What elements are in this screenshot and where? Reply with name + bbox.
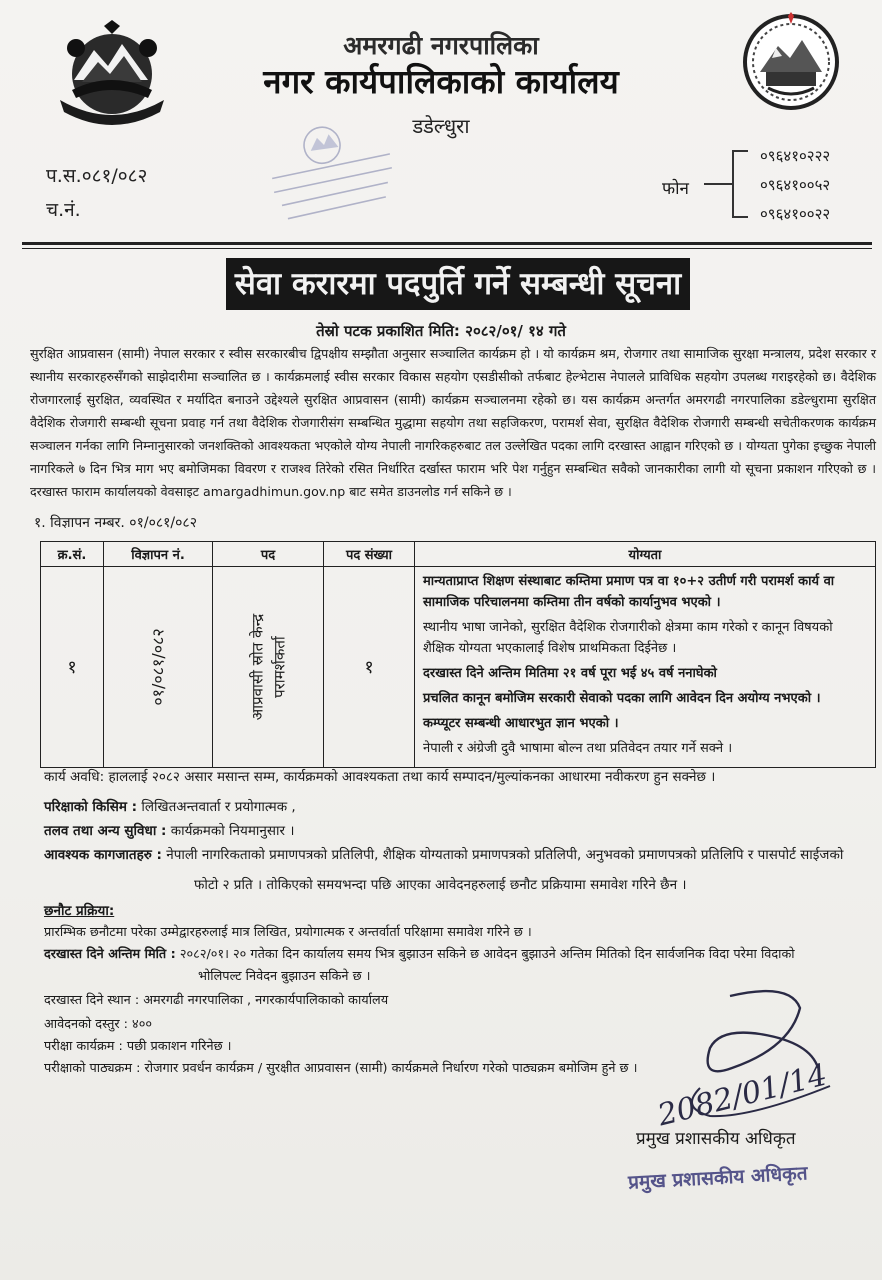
exam-program: परीक्षा कार्यक्रम : पछी प्रकाशन गरिनेछ । bbox=[44, 1039, 232, 1054]
header-rule-thin bbox=[22, 248, 872, 249]
phone-bracket bbox=[732, 150, 748, 218]
designation-stamp: प्रमुख प्रशासकीय अधिकृत bbox=[627, 1162, 809, 1194]
documents-line bbox=[44, 844, 878, 866]
municipality-name: अमरगढी नगरपालिका bbox=[343, 31, 539, 60]
col-count: पद संख्या bbox=[324, 542, 415, 567]
table-header-row bbox=[41, 542, 876, 567]
row-advert-no: ०१/०८१/०८२ bbox=[149, 628, 168, 706]
phone-number: ०९६४१०२२२ bbox=[760, 147, 831, 165]
phone-label: फोन bbox=[662, 179, 689, 199]
documents-continued: फोटो २ प्रति । तोकिएको समयभन्दा पछि आएका आवेदनहरुलाई छनौट प्रक्रियामा समावेश गरिने छैन । bbox=[194, 877, 687, 893]
dispatch-number: च.नं. bbox=[46, 199, 81, 221]
exam-type-line bbox=[44, 796, 296, 818]
table-row bbox=[41, 567, 876, 768]
reference-year: प.स.०८१/०८२ bbox=[46, 165, 148, 187]
advert-heading: १. विज्ञापन नम्बर. ०१/०८१/०८२ bbox=[34, 515, 197, 531]
phone-number: ०९६४१००५२ bbox=[760, 176, 831, 194]
col-qualification: योग्यता bbox=[415, 542, 876, 567]
header-rule bbox=[22, 242, 872, 245]
phone-number: ०९६४१००२२ bbox=[760, 205, 831, 223]
phone-connector bbox=[704, 183, 732, 185]
office-name: नगर कार्यपालिकाको कार्यालय bbox=[263, 62, 619, 101]
application-fee: आवेदनको दस्तुर : ४०० bbox=[44, 1017, 153, 1032]
col-serial: क्र.सं. bbox=[41, 542, 104, 567]
work-duration: कार्य अवधि: हाललाई २०८२ असार मसान्त सम्म, कार्यक्रमको आवश्यकता तथा कार्य सम्पादन/मुल्यांकनका आधारमा नवीकरण हुन सक्नेछ । bbox=[44, 769, 716, 785]
phone-list bbox=[748, 142, 830, 229]
documents-value: नेपाली नागरिकताको प्रमाणपत्रको प्रतिलिपी, शैक्षिक योग्यताको प्रमाणपत्रको प्रतिलिपी, अनुभवको प्रमाणपत्रको प्रतिलिपि र पासपोर्ट साईजको bbox=[166, 847, 844, 863]
deadline-value: २०८२/०१। २० गतेका दिन कार्यालय समय भित्र बुझाउन सकिने छ आवेदन बुझाउने अन्तिम मितिको दिन सार्वजनिक विदा परेमा विदाको bbox=[179, 947, 795, 962]
signatory-title: प्रमुख प्रशासकीय अधिकृत bbox=[636, 1129, 796, 1149]
intro-paragraph: सुरक्षित आप्रवासन (सामी) नेपाल सरकार र स्वीस सरकारबीच द्विपक्षीय सम्झौता अनुसार सञ्चालित कार्यक्रम हो । यो कार्यक्रम श्रम, रोजगार तथा सामाजिक सुरक्षा मन्त्रालय, प्रदेश सरकार र स्थानीय सरकारहरुसँगको साझेदारीमा सञ्चालित छ । कार्यक्रमलाई स्वीस सरकार विकास सहयोग एसडीसीको तर्फबाट हेल्भेटास नेपालले प्राविधिक सहयोग उपलब्ध गराइरहेको छ। वैदेशिक रोजगारलाई सुरक्षित, व्यवस्थित र मर्यादित बनाउने उद्देश्यले सुरक्षित आप्रवासन (सामी) कार्यक्रम सञ्चालनमा रहेको छ। यस कार्यक्रम अन्तर्गत अमरगढी नगरपालिका डडेल्धुरामा सुरक्षित वैदेशिक रोजगारी सम्बन्धी सूचना प्रवाह गर्न तथा वैदेशिक रोजगारीसंग सम्बन्धित मुद्धामा सहयोग तथा सहजिकरण, परामर्श सेवा, सुरक्षित वैदेशिक रोजगारी सम्बन्धी सचेतीकरणक कार्यक्रम सञ्चालन गर्नका लागि निम्नानुसारको जनशक्तिको आवश्यकता भएकोले योग्य नेपाली नागरिकहरुबाट तल उल्लेखित पदका लागि दरखास्त आह्वान गरिएको छ । योग्यता पुगेका इच्छुक नेपाली नागरिकले ७ दिन भित्र माग भए बमोजिमका विवरण र राजश्व तिरेको रसित निर्धारित दर्खास्त फाराम भरि पेश गर्नुहुन सम्बन्धित सवैको जानकारीका लागी यो सूचना प्रकाशन गरिएको छ । दरखास्त फाराम कार्यालयको वेवसाइट amargadhimun.gov.np बाट समेत डाउनलोड गर्न सकिने छ । bbox=[30, 346, 876, 499]
exam-type-label: परिक्षाको किसिम : bbox=[44, 799, 138, 815]
selection-heading: छनौट प्रक्रिया: bbox=[44, 903, 115, 919]
row-qualifications bbox=[415, 567, 876, 768]
col-post: पद bbox=[213, 542, 324, 567]
qualification-item: स्थानीय भाषा जानेको, सुरक्षित वैदेशिक रोजगारीको क्षेत्रमा काम गरेको र कानून विषयको शैक्षिक योग्यता भएकालाई विशेष प्राथमिकता दिईनेछ । bbox=[423, 620, 833, 656]
salary-label: तलव तथा अन्य सुविधा : bbox=[44, 823, 167, 839]
row-advert-no-cell bbox=[104, 567, 213, 768]
row-post-cell bbox=[213, 567, 324, 768]
row-post bbox=[246, 614, 290, 721]
documents-label: आवश्यक कागजातहरु : bbox=[44, 847, 162, 863]
syllabus: परीक्षाको पाठ्यक्रम : रोजगार प्रवर्धन कार्यक्रम / सुरक्षीत आप्रवासन (सामी) कार्यक्रमले निर्धारण गरेको पाठ्यक्रम बमोजिम हुने छ । bbox=[44, 1061, 638, 1076]
submission-place: दरखास्त दिने स्थान : अमरगढी नगरपालिका , नगरकार्यपालिकाको कार्यालय bbox=[44, 993, 389, 1008]
selection-text: प्रारम्भिक छनौटमा परेका उम्मेद्वारहरुलाई मात्र लिखित, प्रयोगात्मक र अन्तर्वार्ता परिक्षामा समावेश गरिने छ । bbox=[44, 925, 532, 940]
salary-line bbox=[44, 820, 294, 842]
deadline-line bbox=[44, 944, 876, 966]
qualification-item: दरखास्त दिने अन्तिम मितिमा २१ वर्ष पूरा भई ४५ वर्ष ननाघेको bbox=[423, 666, 717, 681]
col-advert-no: विज्ञापन नं. bbox=[104, 542, 213, 567]
qualification-item: प्रचलित कानून बमोजिम सरकारी सेवाको पदका लागि आवेदन दिन अयोग्य नभएको । bbox=[423, 691, 821, 706]
deadline-label: दरखास्त दिने अन्तिम मिति : bbox=[44, 947, 176, 962]
qualification-item: नेपाली र अंग्रेजी दुवै भाषामा बोल्न तथा प्रतिवेदन तयार गर्ने सक्ने । bbox=[423, 741, 733, 756]
office-seal-stamp bbox=[258, 118, 408, 228]
row-count: १ bbox=[324, 567, 415, 768]
notice-title: सेवा करारमा पदपुर्ति गर्ने सम्बन्धी सूचना bbox=[226, 258, 690, 310]
district-name: डडेल्धुरा bbox=[412, 114, 470, 138]
exam-type-value: लिखितअन्तवार्ता र प्रयोगात्मक , bbox=[141, 799, 296, 815]
qualification-item: मान्यताप्राप्त शिक्षण संस्थाबाट कम्तिमा प्रमाण पत्र वा १०+२ उतीर्ण गरी परामर्श कार्य वा सामाजिक परिचालनमा कम्तिमा तीन वर्षको कार्यानुभव भएको । bbox=[423, 574, 835, 610]
post-line-2: परामर्शकर्ता bbox=[270, 636, 288, 698]
row-serial: १ bbox=[41, 567, 104, 768]
deadline-continued: भोलिपल्ट निवेदन बुझाउन सकिने छ । bbox=[198, 969, 371, 984]
qualification-item: कम्प्यूटर सम्बन्धी आधारभुत ज्ञान भएको । bbox=[423, 716, 619, 731]
vacancy-table bbox=[40, 541, 876, 768]
salary-value: कार्यक्रमको नियमानुसार । bbox=[170, 823, 295, 839]
publish-date: तेस्रो पटक प्रकाशित मिति: २०८२/०१/ १४ गते bbox=[316, 322, 566, 340]
post-line-1: आप्रवासी स्रोत केन्द्र bbox=[248, 613, 266, 721]
signature-date: 2082/01/14 bbox=[654, 1057, 831, 1134]
